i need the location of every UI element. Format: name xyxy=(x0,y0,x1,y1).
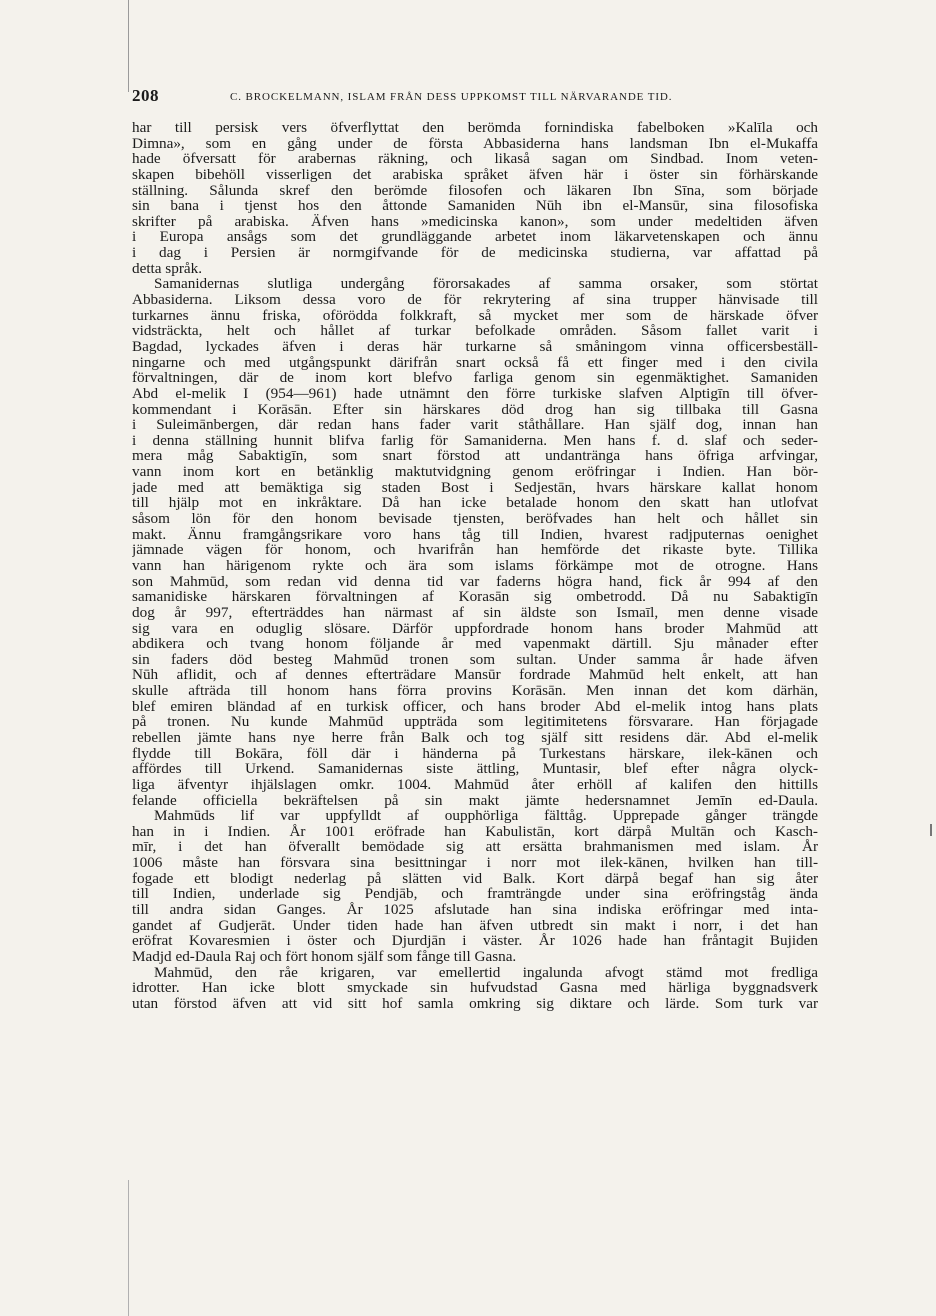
text-line: i dag i Persien är normgifvande för de medicinska studierna, var affattad på xyxy=(132,245,818,261)
scan-edge-mark xyxy=(930,824,932,836)
text-line: mīr, i det han öfverallt bemödade sig att ersätta brahmanismen med islam. År xyxy=(132,839,818,856)
page-header xyxy=(132,86,832,108)
text-line: flydde till Bokāra, föll där i händerna på Turkestans härskare, ilek-kānen och xyxy=(132,745,818,762)
text-line: till hjälp mot en inkråktare. Då han icke betalade honom den skatt han utlofvat xyxy=(132,495,818,512)
text-line: detta språk. xyxy=(132,260,203,277)
text-line: vann inom kort en betänklig maktutvidgning genom eröfringar i Indien. Han bör- xyxy=(132,464,818,480)
text-line: till andra sidan Ganges. År 1025 afslutade han sina indiska eröfringar med inta- xyxy=(132,902,818,918)
scan-edge-mark xyxy=(128,1180,129,1316)
text-line: vidsträckta, helt och hållet af turkar befolkade områden. Såsom fallet varit i xyxy=(132,323,818,339)
scan-edge-mark xyxy=(128,0,129,92)
text-line: jämnade vägen för honom, och hvarifrån han hemförde det rikaste byte. Tillika xyxy=(132,542,818,558)
paragraph-start: Mahmūds lif var uppfylldt af oupphörliga fälttåg. Upprepade gånger trängde xyxy=(154,808,818,824)
text-line: skrifter på arabiska. Äfven hans »medicinska kanon», som under medeltiden äfven xyxy=(132,213,818,230)
text-line: felande officiella bekräftelsen på sin makt jämte hedersnamnet Jemīn ed-Daula. xyxy=(132,792,818,809)
text-line: jade med att bemäktiga sig staden Bost i Sedjestān, hvars härskare kallat honom xyxy=(132,479,818,496)
running-head: C. BROCKELMANN, ISLAM FRÅN DESS UPPKOMST TILL NÄRVARANDE TID. xyxy=(230,91,673,103)
text-line: abdikera och tvang honom följande år med vapenmakt därtill. Sju månader efter xyxy=(132,636,818,652)
paragraph-start: Samanidernas slutliga undergång förorsakades af samma orsaker, som störtat xyxy=(154,276,818,293)
text-line: Madjd ed-Daula Raj och fört honom själf som fånge till Gasna. xyxy=(132,948,517,965)
text-line: skulle afträda till honom hans förra provins Korāsān. Men innan det kom därhän, xyxy=(132,683,818,699)
text-line: Abbasiderna. Liksom dessa voro de för rekrytering af sina trupper hänvisade till xyxy=(132,292,818,308)
text-line: utan förstod äfven att vid sitt hof samla omkring sig diktare och lärde. Som turk var xyxy=(132,995,818,1012)
text-line: Abd el-melik I (954—961) hade utnämnt den förre turkiske slafven Alptigīn till öfver- xyxy=(132,385,818,402)
text-line: affördes till Urkend. Samanidernas siste ättling, Muntasir, blef efter några olyck- xyxy=(132,761,818,777)
text-line: han in i Indien. År 1001 eröfrade han Kabulistān, kort därpå Multān och Kasch- xyxy=(132,823,818,840)
text-line: ningarne och med utgångspunkt därifrån snart också få ett finger med i den civila xyxy=(132,354,818,371)
text-line: rebellen jämte hans nye herre från Balk och tog själf sitt residens där. Abd el-melik xyxy=(132,729,818,746)
text-line: sin bana i tjenst hos den åttonde Samaniden Nūh ibn el-Mansūr, sina filosofiska xyxy=(132,198,818,214)
text-line: son Mahmūd, som redan vid denna tid var faderns högra hand, fick år 994 af den xyxy=(132,573,818,590)
text-line: har till persisk vers öfverflyttat den berömda fornindiska fabelboken »Kalīla och xyxy=(132,120,818,136)
text-line: vann han härigenom rykte och ära som islams förkämpe mot de otrogne. Hans xyxy=(132,557,818,574)
text-line: samanidiske härskaren förvaltningen af Korasān sig ombetrodd. Då nu Sabaktigīn xyxy=(132,589,818,605)
text-line: till Indien, underlade sig Pendjāb, och framträngde under sina eröfringståg ända xyxy=(132,886,818,903)
text-line: kommendant i Korāsān. Efter sin härskares död drog han sig tillbaka till Gasna xyxy=(132,401,818,418)
text-line: hade öfversatt för arabernas räkning, och likaså sagan om Sindbad. Inom veten- xyxy=(132,151,818,167)
page-number: 208 xyxy=(132,86,159,105)
text-line: på tronen. Nu kunde Mahmūd uppträda som legitimitetens försvarare. Han förjagade xyxy=(132,714,818,730)
text-line: Nūh aflidit, och af dennes efterträdare Mansūr fordrade Mahmūd helt enkelt, att han xyxy=(132,667,818,684)
text-line: Bagdad, lyckades äfven i deras här turkarne så småningom vinna officersbeställ- xyxy=(132,338,818,355)
text-line: fogade ett blodigt nederlag på slätten vid Balk. Kort därpå begaf han sig åter xyxy=(132,870,818,887)
text-line: gandet af Gudjerāt. Under tiden hade han äfven utbredt sin makt i norr, i det han xyxy=(132,917,818,934)
text-line: i Suleimānbergen, där redan hans fader varit ståthållare. Han själf dog, innan han xyxy=(132,417,818,433)
body-text xyxy=(132,120,818,1012)
text-line: sin faders död besteg Mahmūd tronen som sultan. Under samma år hade äfven xyxy=(132,651,818,668)
text-line: dog år 997, efterträddes han närmast af sin äldste son Ismaīl, men denne visade xyxy=(132,604,818,621)
paragraph-start: Mahmūd, den råe krigaren, var emellertid ingalunda afvogt stämd mot fredliga xyxy=(154,964,818,981)
text-line: ställning. Sålunda skref den berömde filosofen och läkaren Ibn Sīna, som började xyxy=(132,182,818,199)
text-line: liga äfventyr ihjälslagen omkr. 1004. Mahmūd åter erhöll af kalifen den hittills xyxy=(132,776,818,793)
text-line: förvaltningen, där de inom kort blefvo farliga genom sin egenmäktighet. Samaniden xyxy=(132,370,818,386)
text-line: eröfrat Kovaresmien i öster och Djurdjān i väster. År 1026 hade han fråntagit Bujiden xyxy=(132,933,818,949)
text-line: idrotter. Han icke blott smyckade sin hufvudstad Gasna med härliga byggnadsverk xyxy=(132,980,818,996)
text-line: mera måg Sabaktigīn, som snart förstod att undantränga hans öfriga arfvingar, xyxy=(132,448,818,465)
text-line: blef emiren bländad af en turkisk officer, och hans broder Abd el-melik intog hans plats xyxy=(132,698,818,715)
text-line: makt. Ännu framgångsrikare voro hans tåg till Indien, hvarest radjputernas oenighet xyxy=(132,526,818,543)
text-line: 1006 måste han försvara sina besittningar i norr mot ilek-kānen, hvilken han till- xyxy=(132,855,818,871)
text-line: såsom lön för den honom bevisade tjensten, beröfvades han helt och hållet sin xyxy=(132,511,818,527)
text-line: Dimna», som en gång under de första Abbasiderna hans landsman Ibn el-Mukaffa xyxy=(132,135,818,152)
text-line: i Europa ansågs som det grundläggande arbetet inom läkarvetenskapen och ännu xyxy=(132,229,818,246)
text-line: turkarnes ännu friska, oförödda folkkraft, så mycket mer som de härskade öfver xyxy=(132,307,818,324)
text-line: skapen bibehöll visserligen det arabiska språket äfven här i öster sin förhärskande xyxy=(132,166,818,183)
text-line: sig vara en oduglig slösare. Därför uppfordrade honom hans broder Mahmūd att xyxy=(132,620,818,637)
text-line: i denna ställning hunnit blifva farlig för Samaniderna. Men hans f. d. slaf och seder- xyxy=(132,432,818,449)
